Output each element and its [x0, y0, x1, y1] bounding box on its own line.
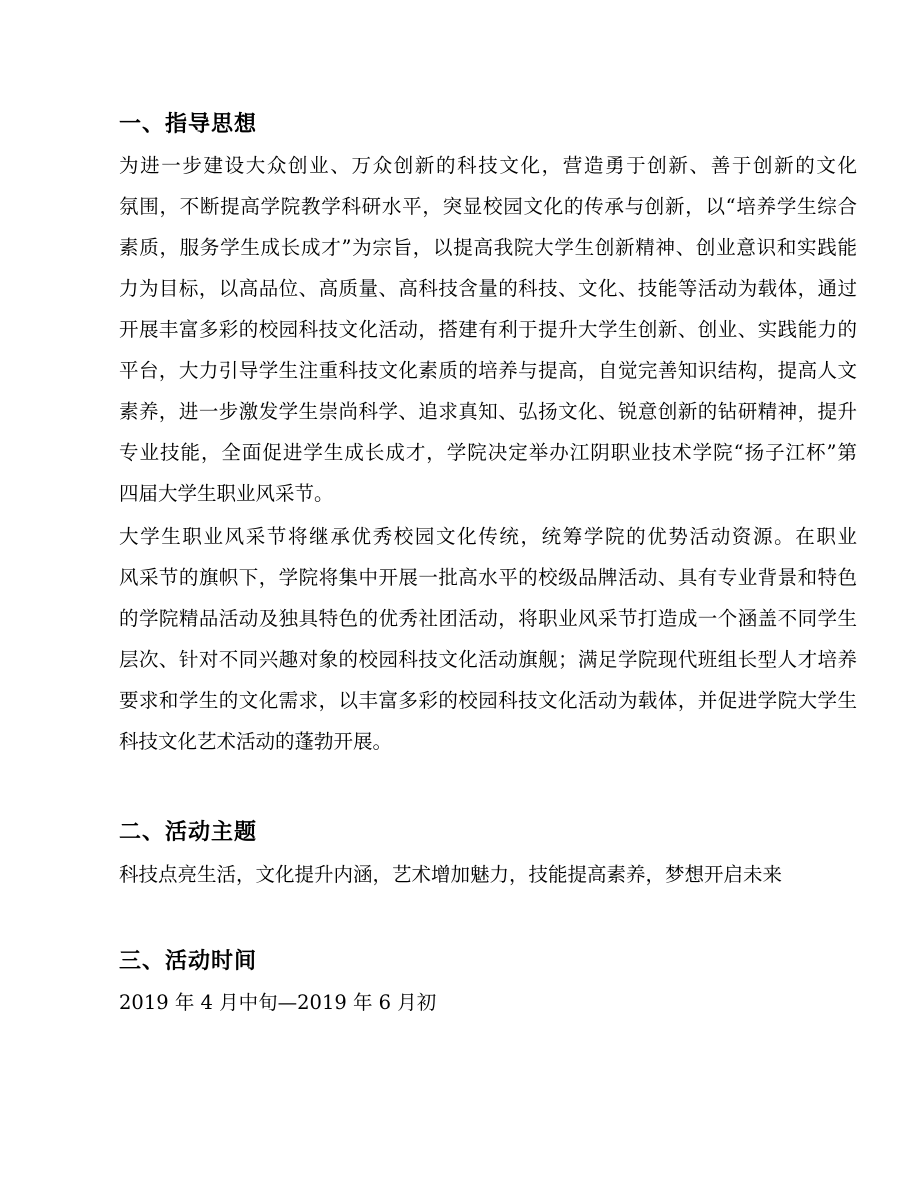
text-line: 专业技能，全面促进学生成长成才，学院决定举办江阴职业技术学院“扬子江杯”第	[119, 441, 857, 464]
text-line: 开展丰富多彩的校园科技文化活动，搭建有利于提升大学生创新、创业、实践能力的	[119, 318, 857, 341]
section-heading-guiding-ideology: 一、指导思想	[119, 112, 258, 137]
text-line: 素养，进一步激发学生崇尚科学、追求真知、弘扬文化、锐意创新的钻研精神，提升	[119, 400, 857, 423]
text-line: 氛围，不断提高学院教学科研水平，突显校园文化的传承与创新，以“培养学生综合	[119, 195, 857, 218]
text-line: 平台，大力引导学生注重科技文化素质的培养与提高，自觉完善知识结构，提高人文	[119, 359, 857, 382]
text-line: 科技点亮生活，文化提升内涵，艺术增加魅力，技能提高素养，梦想开启未来	[119, 863, 783, 886]
text-line: 力为目标，以高品位、高质量、高科技含量的科技、文化、技能等活动为载体，通过	[119, 277, 857, 300]
text-line: 层次、针对不同兴趣对象的校园科技文化活动旗舰；满足学院现代班组长型人才培养	[119, 648, 857, 671]
text-line: 素质，服务学生成长成才”为宗旨，以提高我院大学生创新精神、创业意识和实践能	[119, 236, 857, 259]
section-heading-activity-theme: 二、活动主题	[119, 820, 258, 845]
section-heading-activity-time: 三、活动时间	[119, 949, 258, 974]
text-line: 的学院精品活动及独具特色的优秀社团活动，将职业风采节打造成一个涵盖不同学生	[119, 607, 857, 630]
text-line: 风采节的旗帜下，学院将集中开展一批高水平的校级品牌活动、具有专业背景和特色	[119, 566, 857, 589]
text-line: 四届大学生职业风采节。	[119, 482, 334, 505]
text-line: 科技文化艺术活动的蓬勃开展。	[119, 730, 393, 753]
text-line: 要求和学生的文化需求，以丰富多彩的校园科技文化活动为载体，并促进学院大学生	[119, 689, 857, 712]
text-line: 为进一步建设大众创业、万众创新的科技文化，营造勇于创新、善于创新的文化	[119, 154, 857, 177]
text-line: 2019 年 4 月中旬—2019 年 6 月初	[119, 991, 437, 1014]
text-line: 大学生职业风采节将继承优秀校园文化传统，统筹学院的优势活动资源。在职业	[119, 525, 857, 548]
